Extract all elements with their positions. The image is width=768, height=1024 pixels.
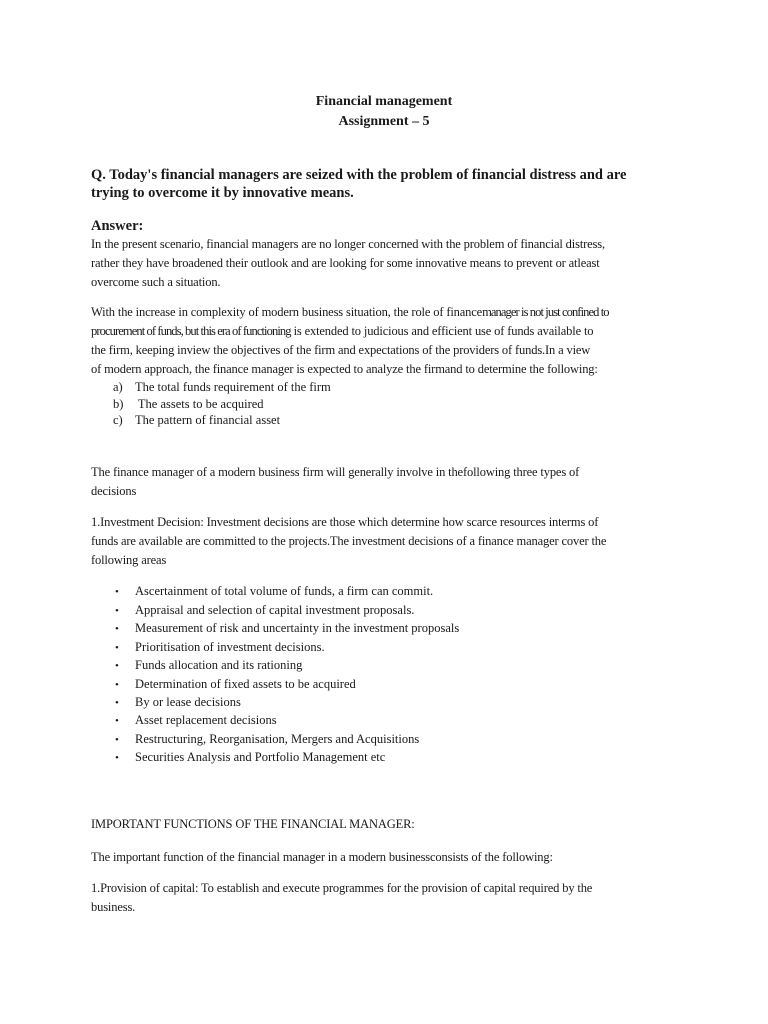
bullet-icon: •: [115, 623, 119, 635]
bullet-text: Asset replacement decisions: [135, 713, 277, 727]
bullet-icon: •: [115, 605, 119, 617]
list-item: [113, 397, 264, 412]
bullet-item: [115, 640, 325, 655]
bullet-item: [115, 658, 302, 673]
paragraph-3-line-1: The finance manager of a modern business firm will generally involve in thefollowing three types of: [91, 465, 580, 479]
list-marker: a): [113, 380, 123, 394]
bullet-text: Appraisal and selection of capital investment proposals.: [135, 603, 415, 617]
paragraph-2-line-1-b: manager is not just confined to: [482, 305, 609, 319]
bullet-icon: •: [115, 660, 119, 672]
bullet-text: Ascertainment of total volume of funds, a firm can commit.: [135, 584, 434, 598]
paragraph-6-line-1: 1.Provision of capital: To establish and execute programmes for the provision of capital required by the: [91, 881, 593, 895]
paragraph-2-line-2-a: procurement of funds, but this era of functioning: [91, 324, 291, 338]
bullet-icon: •: [115, 715, 119, 727]
answer-label: Answer:: [91, 218, 144, 234]
paragraph-4-line-1: 1.Investment Decision: Investment decisions are those which determine how scarce resources interms of: [91, 515, 599, 529]
list-item: [113, 380, 331, 395]
bullet-item: [115, 621, 459, 636]
bullet-text: Determination of fixed assets to be acquired: [135, 677, 356, 691]
bullet-text: Funds allocation and its rationing: [135, 658, 303, 672]
bullet-item: [115, 695, 241, 710]
paragraph-2-line-3: the firm, keeping inview the objectives of the firm and expectations of the providers of funds.In a view: [91, 343, 591, 357]
bullet-icon: •: [115, 586, 119, 598]
bullet-item: [115, 732, 419, 747]
bullet-item: [115, 603, 414, 618]
paragraph-6-line-2: business.: [91, 900, 136, 914]
bullet-item: [115, 750, 385, 765]
paragraph-2-line-2-b: is extended to judicious and efficient use of funds available to: [290, 324, 594, 338]
list-marker: b): [113, 397, 124, 411]
paragraph-2-line-4: of modern approach, the finance manager is expected to analyze the firmand to determine the following:: [91, 362, 598, 376]
bullet-item: [115, 677, 356, 692]
list-marker: c): [113, 413, 123, 427]
bullet-text: Securities Analysis and Portfolio Management etc: [135, 750, 386, 764]
paragraph-1-line-3: overcome such a situation.: [91, 275, 221, 289]
bullet-icon: •: [115, 679, 119, 691]
paragraph-4-line-2: funds are available are committed to the projects.The investment decisions of a finance manager cover the: [91, 534, 607, 548]
document-title: Financial management: [315, 94, 453, 109]
bullet-icon: •: [115, 734, 119, 746]
assignment-number: Assignment – 5: [338, 114, 430, 129]
paragraph-3-line-2: decisions: [91, 484, 137, 498]
bullet-text: Measurement of risk and uncertainty in the investment proposals: [135, 621, 460, 635]
list-item: [113, 413, 280, 428]
question-line-1: Q. Today's financial managers are seized with the problem of financial distress and are: [91, 167, 627, 183]
bullet-text: Restructuring, Reorganisation, Mergers and Acquisitions: [135, 732, 420, 746]
paragraph-5: The important function of the financial manager in a modern businessconsists of the following:: [91, 850, 553, 864]
list-item-text: The total funds requirement of the firm: [135, 380, 331, 394]
bullet-item: [115, 713, 277, 728]
bullet-icon: •: [115, 752, 119, 764]
paragraph-2-line-2: [91, 322, 691, 341]
paragraph-2-line-1: [91, 303, 691, 322]
bullet-icon: •: [115, 697, 119, 709]
bullet-text: By or lease decisions: [135, 695, 241, 709]
paragraph-1-line-2: rather they have broadened their outlook and are looking for some innovative means to prevent or atleast: [91, 256, 600, 270]
paragraph-2-line-1-a: With the increase in complexity of modern business situation, the role of finance: [91, 305, 483, 319]
list-item-text: The assets to be acquired: [135, 397, 264, 411]
question-line-2: trying to overcome it by innovative means.: [91, 185, 354, 201]
section-heading: IMPORTANT FUNCTIONS OF THE FINANCIAL MANAGER:: [91, 817, 415, 831]
paragraph-1-line-1: In the present scenario, financial managers are no longer concerned with the problem of financial distress,: [91, 237, 605, 251]
bullet-icon: •: [115, 642, 119, 654]
bullet-item: [115, 584, 433, 599]
paragraph-4-line-3: following areas: [91, 553, 167, 567]
bullet-text: Prioritisation of investment decisions.: [135, 640, 325, 654]
list-item-text: The pattern of financial asset: [135, 413, 281, 427]
